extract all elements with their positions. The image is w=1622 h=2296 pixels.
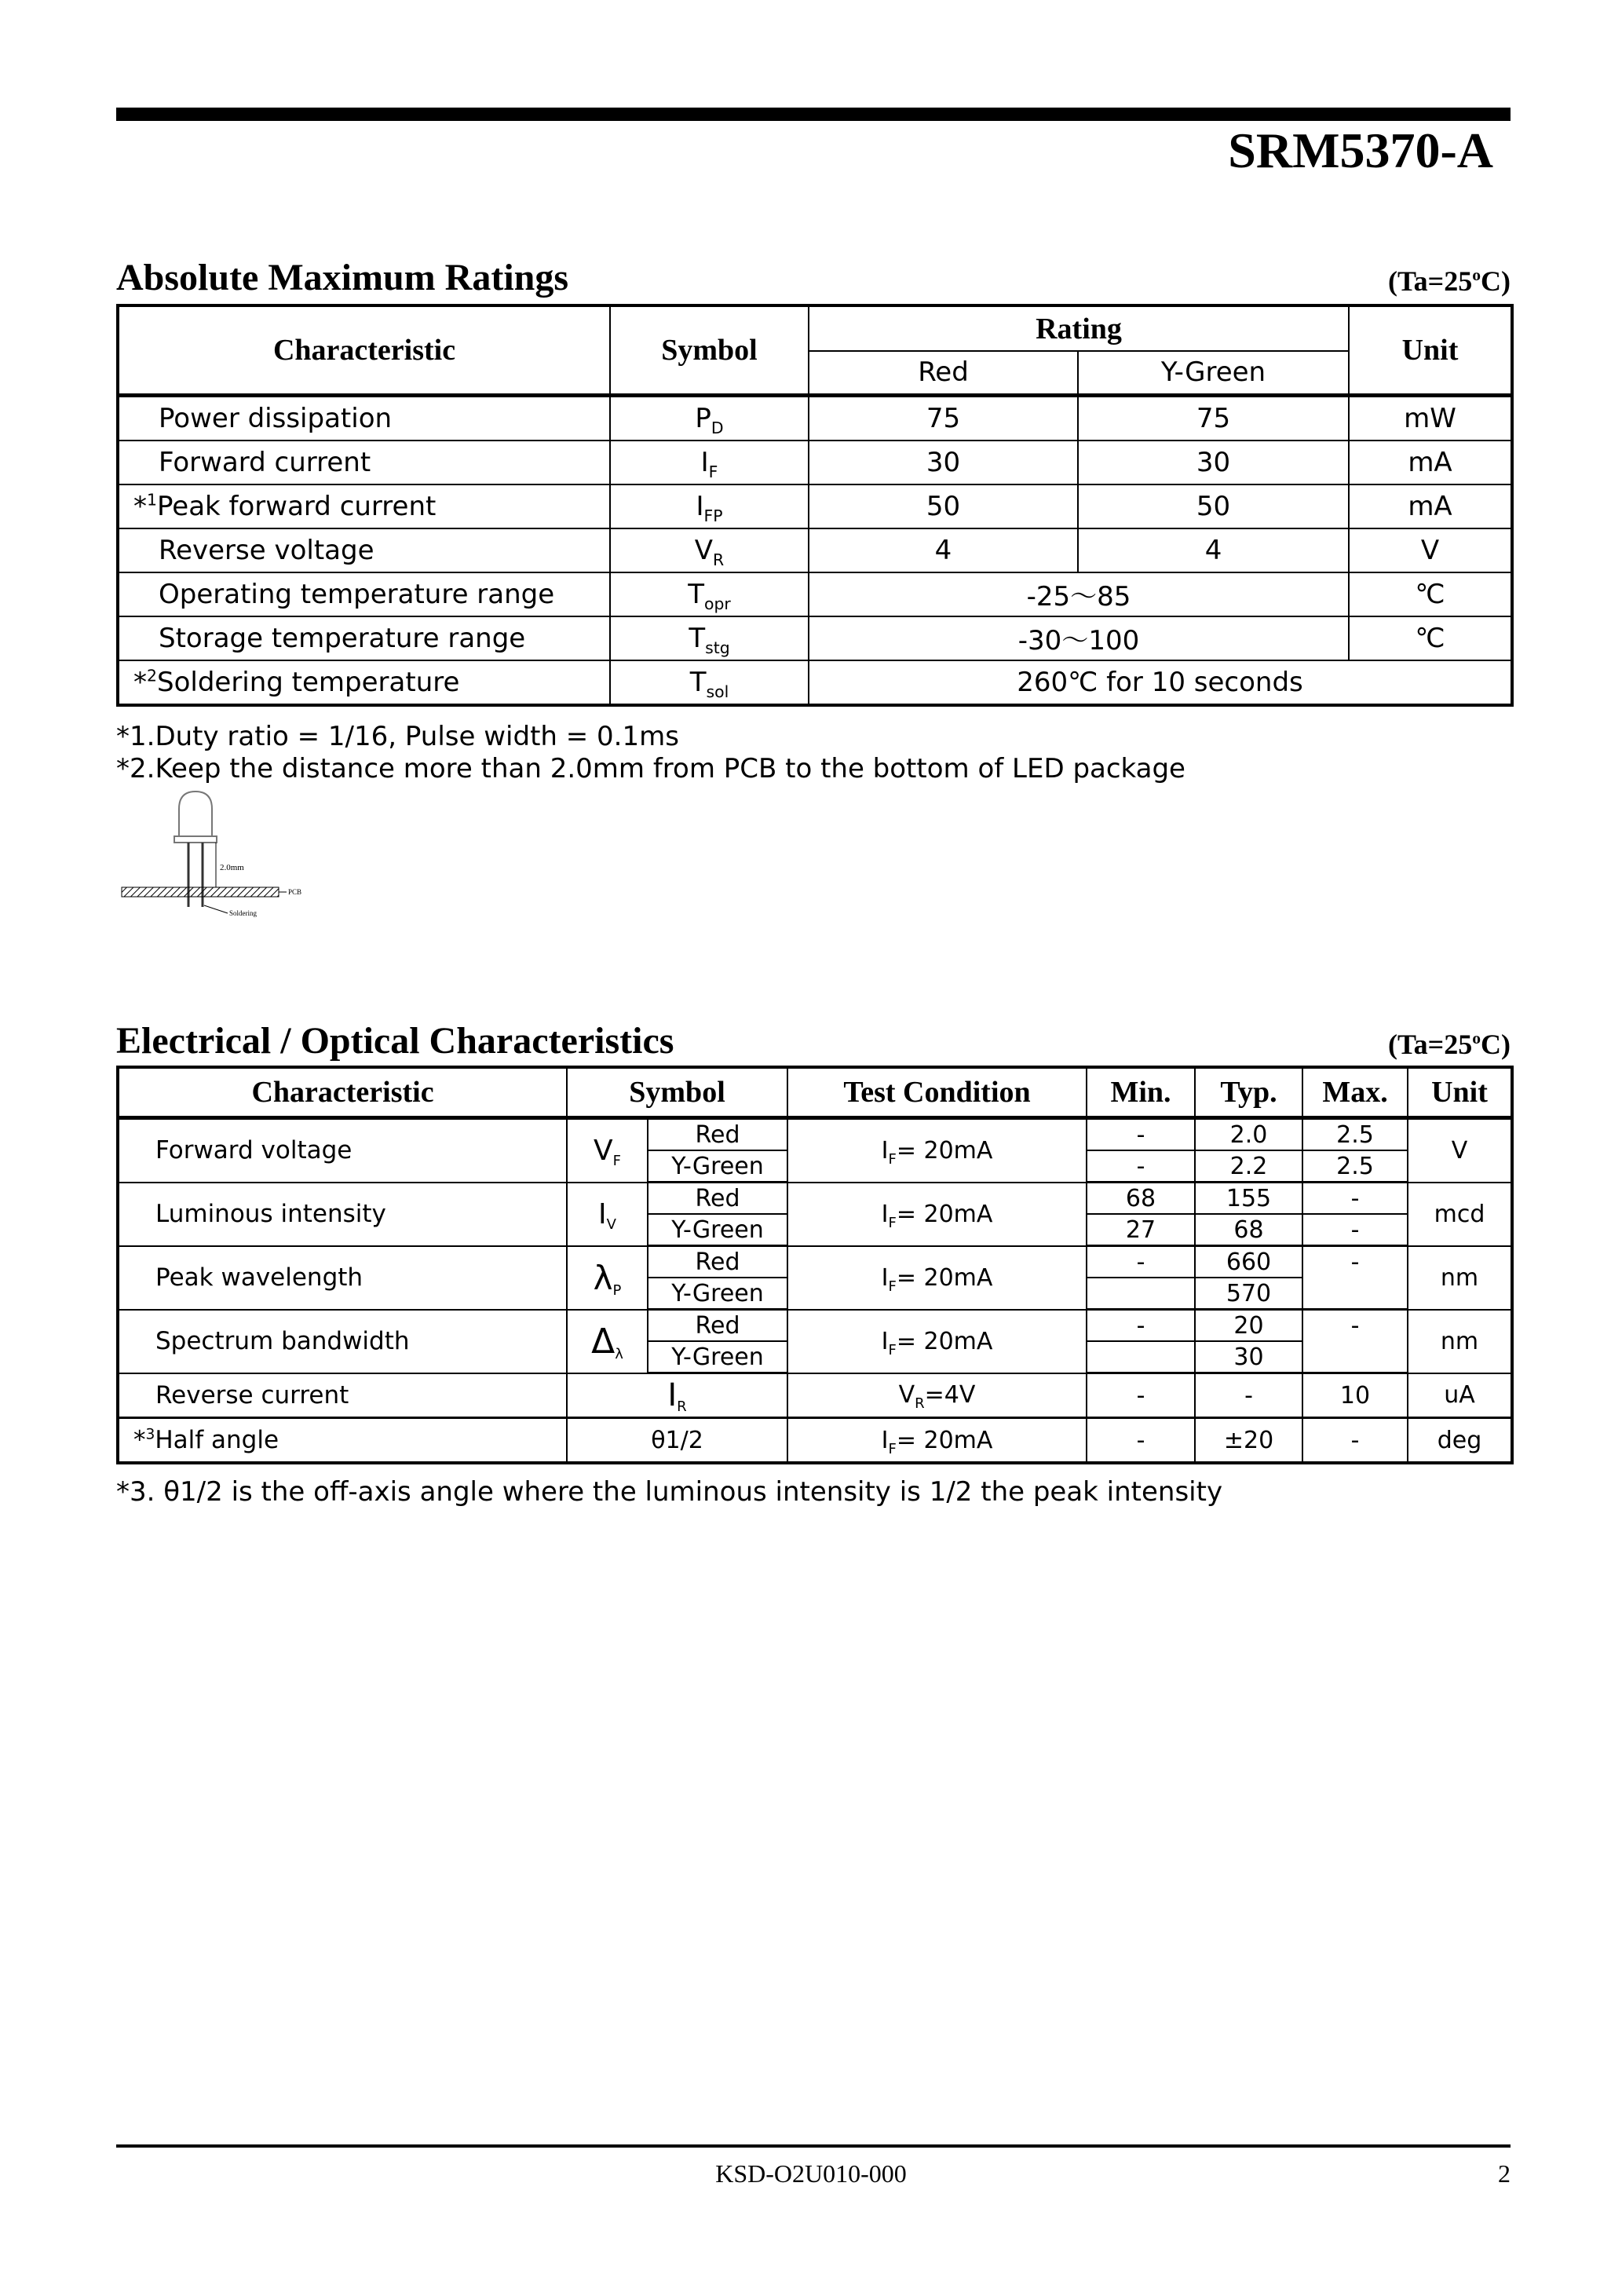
eo-typ: 68 xyxy=(1195,1214,1302,1246)
table-row xyxy=(118,1118,1512,1151)
eo-color-ygreen: Y-Green xyxy=(648,1214,787,1246)
amr-characteristic: Power dissipation xyxy=(118,395,610,441)
eo-condition: $I_F= 20mA$ xyxy=(787,1246,1087,1310)
amr-ygreen-value: 4 xyxy=(1078,528,1349,572)
document-title: SRM5370-A xyxy=(1228,122,1493,178)
amr-unit: ℃ xyxy=(1349,616,1512,660)
eo-characteristic: Spectrum bandwidth xyxy=(118,1310,567,1373)
eo-max: - xyxy=(1302,1418,1408,1464)
amr-header-unit: Unit xyxy=(1349,305,1512,395)
eo-unit: mcd xyxy=(1408,1183,1512,1246)
eo-color-red: Red xyxy=(648,1118,787,1151)
eo-header-typ: Typ. xyxy=(1195,1067,1302,1118)
table-row xyxy=(118,1246,1512,1278)
eo-typ: 2.0 xyxy=(1195,1118,1302,1151)
eo-characteristic: Luminous intensity xyxy=(118,1183,567,1246)
amr-rating-value: -25～85 xyxy=(809,572,1349,616)
amr-characteristic: *$^2$Soldering temperature xyxy=(118,660,610,705)
led-mounting-diagram xyxy=(118,789,314,919)
amr-header-rating: Rating xyxy=(809,305,1349,351)
eo-min: - xyxy=(1087,1246,1195,1278)
eo-typ: 2.2 xyxy=(1195,1150,1302,1183)
amr-unit: mA xyxy=(1349,441,1512,484)
eo-min: 68 xyxy=(1087,1183,1195,1215)
led-flange xyxy=(174,836,217,843)
amr-characteristic: Operating temperature range xyxy=(118,572,610,616)
eo-condition: $I_F= 20mA$ xyxy=(787,1310,1087,1373)
eo-note-3: *3. θ1/2 is the off-axis angle where the luminous intensity is 1/2 the peak intensity xyxy=(116,1476,1223,1508)
eo-max: - xyxy=(1302,1310,1408,1342)
eo-max: - xyxy=(1302,1183,1408,1215)
eo-min: 27 xyxy=(1087,1214,1195,1246)
eo-max: 2.5 xyxy=(1302,1118,1408,1151)
amr-header-ygreen: Y-Green xyxy=(1078,351,1349,395)
eo-min xyxy=(1087,1341,1195,1373)
eo-symbol: θ1/2 xyxy=(567,1418,787,1464)
eo-symbol: $\Delta_\lambda$ xyxy=(567,1310,648,1373)
eo-characteristic: *$^3$Half angle xyxy=(118,1418,567,1464)
table-row xyxy=(118,616,1512,660)
amr-characteristic: Forward current xyxy=(118,441,610,484)
top-rule xyxy=(116,108,1511,121)
amr-header-red: Red xyxy=(809,351,1078,395)
amr-ygreen-value: 50 xyxy=(1078,484,1349,528)
amr-symbol: $I_{FP}$ xyxy=(610,484,809,528)
absolute-max-ratings-table xyxy=(116,304,1514,707)
pcb-label: PCB xyxy=(288,888,302,896)
eo-typ: 660 xyxy=(1195,1246,1302,1278)
amr-red-value: 75 xyxy=(809,395,1078,441)
eo-min: - xyxy=(1087,1310,1195,1342)
amr-red-value: 50 xyxy=(809,484,1078,528)
electrical-optical-table xyxy=(116,1066,1514,1464)
eo-unit: V xyxy=(1408,1118,1512,1183)
eo-unit: uA xyxy=(1408,1373,1512,1418)
eo-max xyxy=(1302,1341,1408,1373)
eo-min: - xyxy=(1087,1373,1195,1418)
eo-typ: - xyxy=(1195,1373,1302,1418)
eo-min xyxy=(1087,1278,1195,1310)
amr-symbol: $T_{stg}$ xyxy=(610,616,809,660)
amr-unit: V xyxy=(1349,528,1512,572)
table-row xyxy=(118,1373,1512,1418)
eo-color-red: Red xyxy=(648,1183,787,1215)
amr-unit: mA xyxy=(1349,484,1512,528)
eo-condition: $(Ta=25^oC)$ xyxy=(1387,1029,1511,1060)
table-row xyxy=(118,395,1512,441)
eo-max: 2.5 xyxy=(1302,1150,1408,1183)
pcb-board xyxy=(122,887,279,897)
eo-unit: deg xyxy=(1408,1418,1512,1464)
eo-typ: 570 xyxy=(1195,1278,1302,1310)
eo-typ: 30 xyxy=(1195,1341,1302,1373)
eo-characteristic: Peak wavelength xyxy=(118,1246,567,1310)
eo-symbol: $I_V$ xyxy=(567,1183,648,1246)
eo-header-symbol: Symbol xyxy=(567,1067,787,1118)
eo-header-max: Max. xyxy=(1302,1067,1408,1118)
amr-condition: $(Ta=25^oC)$ xyxy=(1387,265,1511,297)
eo-characteristic: Reverse current xyxy=(118,1373,567,1418)
eo-max: 10 xyxy=(1302,1373,1408,1418)
table-row xyxy=(118,1418,1512,1464)
eo-min: - xyxy=(1087,1150,1195,1183)
amr-red-value: 30 xyxy=(809,441,1078,484)
eo-symbol: $\lambda_P$ xyxy=(567,1246,648,1310)
eo-min: - xyxy=(1087,1418,1195,1464)
eo-header-test-condition: Test Condition xyxy=(787,1067,1087,1118)
eo-typ: ±20 xyxy=(1195,1418,1302,1464)
amr-section-title: Absolute Maximum Ratings xyxy=(116,257,569,298)
eo-condition: $I_F= 20mA$ xyxy=(787,1118,1087,1183)
dimension-label: 2.0mm xyxy=(220,863,244,872)
table-row xyxy=(118,484,1512,528)
eo-min: - xyxy=(1087,1118,1195,1151)
eo-max: - xyxy=(1302,1246,1408,1278)
eo-symbol: $V_F$ xyxy=(567,1118,648,1183)
footer-doc-code: KSD-O2U010-000 xyxy=(715,2159,907,2188)
table-row xyxy=(118,1310,1512,1342)
amr-ygreen-value: 30 xyxy=(1078,441,1349,484)
table-row xyxy=(118,572,1512,616)
eo-unit: nm xyxy=(1408,1246,1512,1310)
eo-typ: 20 xyxy=(1195,1310,1302,1342)
eo-condition: $I_F= 20mA$ xyxy=(787,1183,1087,1246)
eo-header-characteristic: Characteristic xyxy=(118,1067,567,1118)
amr-header-symbol: Symbol xyxy=(610,305,809,395)
table-row xyxy=(118,660,1512,705)
amr-note-2: *2.Keep the distance more than 2.0mm from PCB to the bottom of LED package xyxy=(116,753,1185,784)
amr-red-value: 4 xyxy=(809,528,1078,572)
table-row xyxy=(118,1183,1512,1215)
led-body xyxy=(179,792,212,836)
amr-characteristic: *$^1$Peak forward current xyxy=(118,484,610,528)
eo-max xyxy=(1302,1278,1408,1310)
table-row xyxy=(118,528,1512,572)
amr-rating-value: 260℃ for 10 seconds xyxy=(809,660,1512,705)
eo-color-ygreen: Y-Green xyxy=(648,1150,787,1183)
eo-max: - xyxy=(1302,1214,1408,1246)
soldering-pointer xyxy=(204,905,228,913)
footer-page-number: 2 xyxy=(1498,2159,1511,2188)
amr-characteristic: Storage temperature range xyxy=(118,616,610,660)
amr-symbol: $T_{opr}$ xyxy=(610,572,809,616)
eo-condition: $I_F= 20mA$ xyxy=(787,1418,1087,1464)
amr-rating-value: -30～100 xyxy=(809,616,1349,660)
amr-note-1: *1.Duty ratio = 1/16, Pulse width = 0.1ms xyxy=(116,721,679,752)
eo-condition: $V_R=4V$ xyxy=(787,1373,1087,1418)
soldering-label: Soldering xyxy=(229,909,257,917)
eo-color-red: Red xyxy=(648,1310,787,1342)
eo-characteristic: Forward voltage xyxy=(118,1118,567,1183)
amr-ygreen-value: 75 xyxy=(1078,395,1349,441)
eo-typ: 155 xyxy=(1195,1183,1302,1215)
amr-unit: mW xyxy=(1349,395,1512,441)
eo-header-min: Min. xyxy=(1087,1067,1195,1118)
bottom-rule xyxy=(116,2144,1511,2148)
amr-characteristic: Reverse voltage xyxy=(118,528,610,572)
eo-symbol: $I_R$ xyxy=(567,1373,787,1418)
amr-unit: ℃ xyxy=(1349,572,1512,616)
amr-symbol: $V_R$ xyxy=(610,528,809,572)
eo-color-red: Red xyxy=(648,1246,787,1278)
amr-symbol: $P_D$ xyxy=(610,395,809,441)
eo-unit: nm xyxy=(1408,1310,1512,1373)
eo-header-unit: Unit xyxy=(1408,1067,1512,1118)
amr-symbol: $T_{sol}$ xyxy=(610,660,809,705)
eo-color-ygreen: Y-Green xyxy=(648,1341,787,1373)
amr-symbol: $I_F$ xyxy=(610,441,809,484)
eo-color-ygreen: Y-Green xyxy=(648,1278,787,1310)
table-row xyxy=(118,441,1512,484)
eo-section-title: Electrical / Optical Characteristics xyxy=(116,1020,674,1062)
amr-header-characteristic: Characteristic xyxy=(118,305,610,395)
